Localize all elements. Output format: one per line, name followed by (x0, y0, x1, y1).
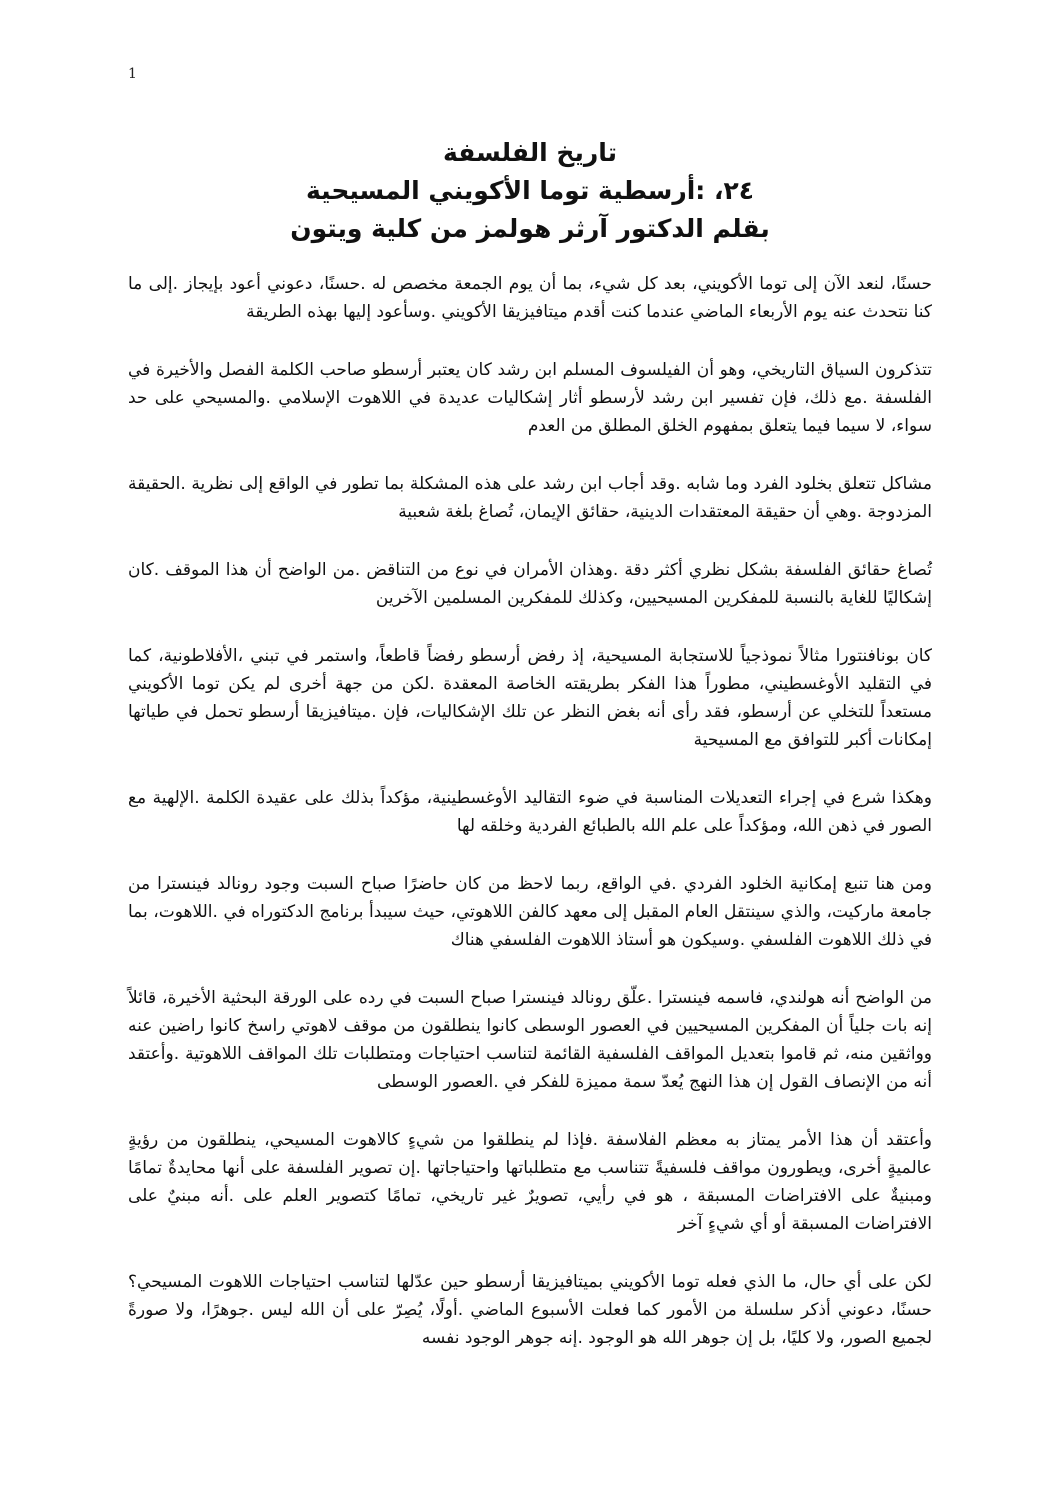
paragraph-1: حسنًا، لنعد الآن إلى توما الأكويني، بعد كل شيء، بما أن يوم الجمعة مخصص له .حسنًا، دعوني أعود بإيجاز .إلى ما كنا نتحدث عنه يوم الأربعاء الماضي عندما كنت أقدم ميتافيزيقا الأكويني .وسأعود إليها بهذه الطريقة (128, 274, 932, 322)
title-line-3: بقلم الدكتور آرثر هولمز من كلية ويتون (290, 214, 770, 243)
paragraph-8: من الواضح أنه هولندي، فاسمه فينسترا .علّق رونالد فينسترا صباح السبت في رده على الورقة البحثية الأخيرة، قائلاً إنه بات جلياً أن المفكرين المسيحيين في العصور الوسطى كانوا ينطلقون من موقف لاهوتي راسخ كانوا راضين عنه وواثقين منه، ثم قاموا بتعديل المواقف الفلسفية القائمة لتناسب احتياجات ومتطلبات تلك المواقف اللاهوتية .وأعتقد أنه من الإنصاف القول إن هذا النهج يُعدّ سمة مميزة للفكر في .العصور الوسطى (128, 988, 932, 1092)
paragraph-4: تُصاغ حقائق الفلسفة بشكل نظري أكثر دقة .وهذان الأمران في نوع من التناقض .من الواضح أن هذا الموقف .كان إشكاليًا للغاية بالنسبة للمفكرين المسيحيين، وكذلك للمفكرين المسلمين الآخرين (128, 560, 932, 608)
title-line-2: ٢٤، :أرسطية توما الأكويني المسيحية (305, 176, 755, 205)
paragraph-6: وهكذا شرع في إجراء التعديلات المناسبة في ضوء التقاليد الأوغسطينية، مؤكداً بذلك على عقيدة الكلمة .الإلهية مع الصور في ذهن الله، ومؤكداً على علم الله بالطبائع الفردية وخلقه لها (128, 788, 932, 836)
paragraph-7: ومن هنا تنبع إمكانية الخلود الفردي .في الواقع، ربما لاحظ من كان حاضرًا صباح السبت وجود رونالد فينسترا من جامعة ماركيت، والذي سينتقل العام المقبل إلى معهد كالفن اللاهوتي، حيث سيبدأ برنامج الدكتوراه في .اللاهوت، بما في ذلك اللاهوت الفلسفي .وسيكون هو أستاذ اللاهوت الفلسفي هناك (128, 874, 932, 950)
paragraph-5: كان بونافنتورا مثالاً نموذجياً للاستجابة المسيحية، إذ رفض أرسطو رفضاً قاطعاً، واستمر في تبني ،الأفلاطونية، كما في التقليد الأوغسطيني، مطوراً هذا الفكر بطريقته الخاصة المعقدة .لكن من جهة أخرى لم يكن توما الأكويني مستعداً للتخلي عن أرسطو، فقد رأى أنه بغض النظر عن تلك الإشكاليات، فإن .ميتافيزيقا أرسطو تحمل في طياتها إمكانات أكبر للتوافق مع المسيحية (128, 646, 932, 750)
title-line-1: تاريخ الفلسفة (442, 138, 618, 167)
paragraph-3: مشاكل تتعلق بخلود الفرد وما شابه .وقد أجاب ابن رشد على هذه المشكلة بما تطور في الواقع إلى نظرية .الحقيقة المزدوجة .وهي أن حقيقة المعتقدات الدينية، حقائق الإيمان، تُصاغ بلغة شعبية (128, 474, 932, 522)
document-title (120, 134, 940, 248)
paragraph-9: وأعتقد أن هذا الأمر يمتاز به معظم الفلاسفة .فإذا لم ينطلقوا من شيءٍ كالاهوت المسيحي، ينطلقون من رؤيةٍ عالميةٍ أخرى، ويطورون مواقف فلسفيةً تتناسب مع متطلباتها واحتياجاتها .إن تصوير الفلسفة على أنها محايدةٌ تمامًا ومبنيةٌ على الافتراضات المسبقة ، هو في رأيي، تصويرٌ غير تاريخي، تمامًا كتصوير العلم على .أنه مبنيٌ على الافتراضات المسبقة أو أي شيءٍ آخر (128, 1130, 932, 1234)
paragraph-2: تتذكرون السياق التاريخي، وهو أن الفيلسوف المسلم ابن رشد كان يعتبر أرسطو صاحب الكلمة الفصل والأخيرة في الفلسفة .مع ذلك، فإن تفسير ابن رشد لأرسطو أثار إشكاليات عديدة في اللاهوت الإسلامي .والمسيحي على حد سواء، لا سيما فيما يتعلق بمفهوم الخلق المطلق من العدم (128, 360, 932, 436)
paragraph-10: لكن على أي حال، ما الذي فعله توما الأكويني بميتافيزيقا أرسطو حين عدّلها لتناسب احتياجات اللاهوت المسيحي؟ حسنًا، دعوني أذكر سلسلة من الأمور كما فعلت الأسبوع الماضي .أولًا، يُصِرّ على أن الله ليس .جوهرًا، ولا صورةً لجميع الصور، ولا كليًا، بل إن جوهر الله هو الوجود .إنه جوهر الوجود نفسه (128, 1272, 932, 1348)
page-number: 1 (128, 66, 137, 82)
document-body (128, 270, 932, 1382)
